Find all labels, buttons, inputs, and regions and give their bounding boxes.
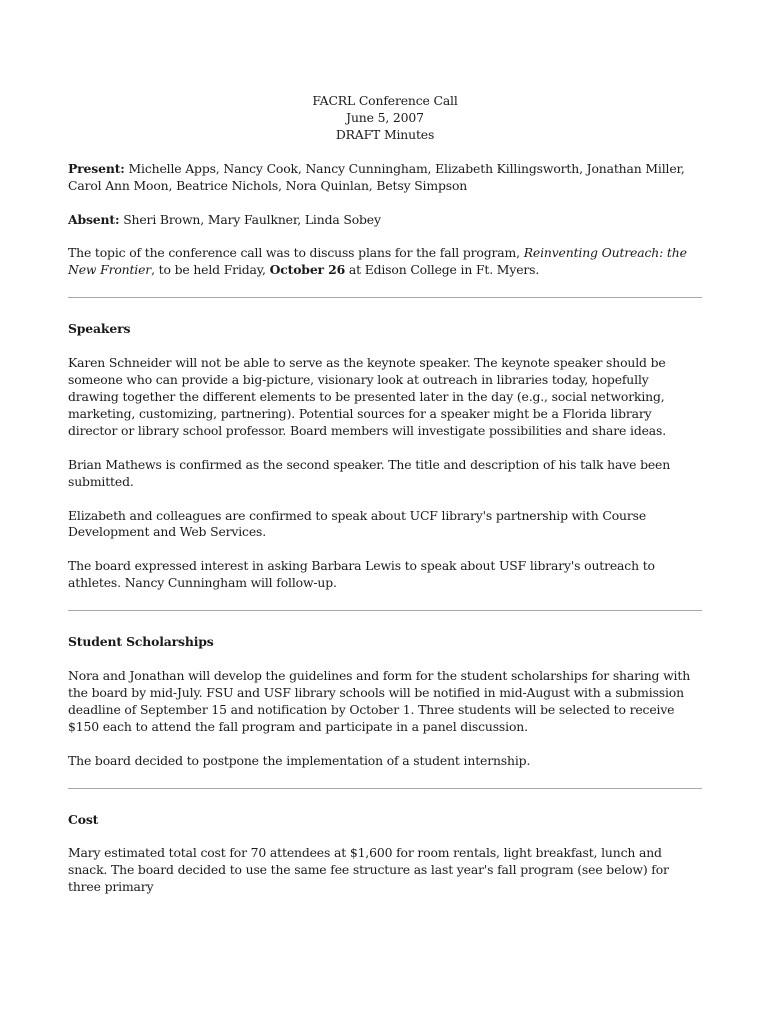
intro-text-before: The topic of the conference call was to discuss plans for the fall program,	[68, 245, 524, 261]
speakers-paragraph-3: Elizabeth and colleagues are confirmed to speak about UCF library's partnership with Course Development and Web Services.	[68, 507, 647, 540]
present-paragraph	[68, 161, 702, 195]
speakers-paragraph-4: The board expressed interest in asking Barbara Lewis to speak about USF library's outreach to athletes. Nancy Cunningham will follow-up.	[68, 558, 655, 591]
document-status: DRAFT Minutes	[335, 126, 435, 142]
program-date: October 26	[269, 262, 346, 278]
absent-label: Absent:	[68, 211, 120, 227]
document-page	[68, 93, 702, 913]
cost-paragraph-1: Mary estimated total cost for 70 attendees at $1,600 for room rentals, light breakfast, lunch and snack. The board decided to use the same fee structure as last year's fall program (see below) for three primary	[68, 845, 669, 895]
section-divider	[68, 610, 702, 611]
absent-names: Sheri Brown, Mary Faulkner, Linda Sobey	[119, 211, 381, 227]
meeting-date: June 5, 2007	[346, 109, 424, 125]
scholarships-paragraph-2: The board decided to postpone the implementation of a student internship.	[68, 752, 531, 768]
present-label: Present:	[68, 160, 125, 176]
intro-text-after: at Edison College in Ft. Myers.	[345, 262, 540, 278]
cost-heading: Cost	[68, 811, 99, 827]
section-divider	[68, 788, 702, 789]
section-divider	[68, 297, 702, 298]
present-names: Michelle Apps, Nancy Cook, Nancy Cunningham, Elizabeth Killingsworth, Jonathan Miller, Carol Ann Moon, Beatrice Nichols, Nora Quinlan, Betsy Simpson	[68, 160, 685, 193]
document-title: FACRL Conference Call	[312, 93, 458, 108]
scholarships-heading: Student Scholarships	[68, 634, 214, 650]
intro-paragraph	[68, 245, 702, 279]
scholarships-paragraph-1: Nora and Jonathan will develop the guidelines and form for the student scholarships for sharing with the board by mid-July. FSU and USF library schools will be notified in mid-August with a submission deadline of September 15 and notification by October 1. Three students will be selected to receive $150 each to attend the fall program and participate in a panel discussion.	[68, 668, 691, 734]
program-title: Reinventing Outreach: the New Frontier	[68, 245, 687, 278]
speakers-paragraph-2: Brian Mathews is confirmed as the second speaker. The title and description of his talk have been submitted.	[68, 456, 671, 489]
intro-text-middle: , to be held Friday,	[151, 262, 270, 278]
document-header	[68, 93, 702, 144]
speakers-heading: Speakers	[68, 321, 131, 337]
absent-paragraph	[68, 212, 702, 229]
speakers-paragraph-1: Karen Schneider will not be able to serve as the keynote speaker. The keynote speaker should be someone who can provide a big-picture, visionary look at outreach in libraries today, hopefully drawing together the different elements to be presented later in the day (e.g., social networking, marketing, customizing, partnering). Potential sources for a speaker might be a Florida library director or library school professor. Board members will investigate possibilities and share ideas.	[68, 355, 667, 438]
